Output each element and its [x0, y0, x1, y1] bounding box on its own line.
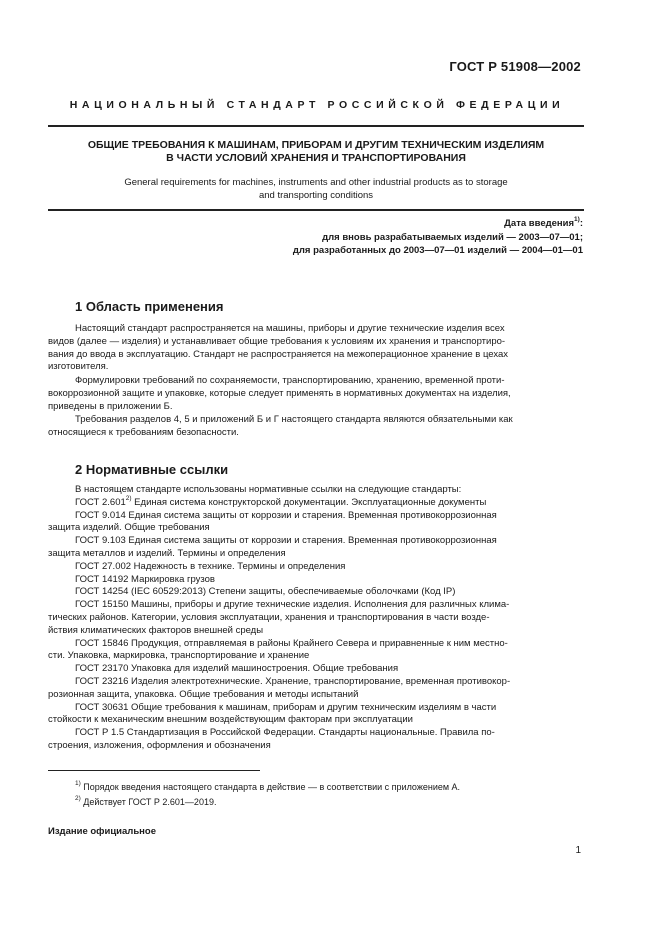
reference-item: ГОСТ 23216 Изделия электротехнические. Хранение, транспортирование, временная противокор-	[75, 675, 511, 687]
footnote-marker: 1)	[75, 780, 81, 787]
reference-item: ГОСТ 9.103 Единая система защиты от коррозии и старения. Временная противокоррозионная	[75, 535, 497, 547]
reference-item-cont: тических районов. Категории, условия эксплуатации, хранения и транспортирования в части возде-	[48, 611, 490, 623]
footnote-2	[75, 797, 216, 807]
footnote-marker: 2)	[75, 795, 81, 802]
intro-date-label	[293, 217, 583, 231]
reference-item-cont: розионная защита, упаковка. Общие требования и методы испытаний	[48, 688, 359, 700]
reference-item: ГОСТ 23170 Упаковка для изделий машиностроения. Общие требования	[75, 663, 399, 675]
reference-item: ГОСТ Р 1.5 Стандартизация в Российской Федерации. Стандарты национальные. Правила по-	[75, 727, 495, 739]
intro-date-footnote-ref: 1)	[574, 215, 580, 223]
text-line: вания до ввода в эксплуатацию. Стандарт не распространяется на межоперационное хранение в цехах	[48, 348, 509, 360]
introduction-dates	[293, 217, 583, 258]
reference-item-cont: строения, изложения, оформления и обозначения	[48, 739, 271, 751]
document-title-en	[48, 176, 584, 202]
reference-item: ГОСТ 15846 Продукция, отправляемая в районы Крайнего Севера и приравненные к ним местно-	[75, 637, 508, 649]
text-line: приведены в приложении Б.	[48, 400, 173, 412]
text-line: изготовителя.	[48, 361, 109, 373]
section-1-paragraph-2	[48, 375, 584, 413]
reference-item-cont: защита металлов и изделий. Термины и определения	[48, 547, 286, 559]
references-intro: В настоящем стандарте использованы нормативные ссылки на следующие стандарты:	[75, 484, 462, 495]
reference-item: ГОСТ 30631 Общие требования к машинам, приборам и другим техническим изделиям в части	[75, 701, 497, 713]
reference-title: Единая система конструкторской документации. Эксплуатационные документы	[131, 496, 487, 508]
section-1-heading: 1 Область применения	[75, 299, 224, 314]
page-number: 1	[575, 845, 581, 856]
reference-item-cont: сти. Упаковка, маркировка, транспортирование и хранение	[48, 650, 310, 662]
text-line: относящиеся к требованиям безопасности.	[48, 426, 239, 438]
section-2-heading: 2 Нормативные ссылки	[75, 462, 229, 477]
national-standard-title: НАЦИОНАЛЬНЫЙ СТАНДАРТ РОССИЙСКОЙ ФЕДЕРАЦИИ	[69, 99, 565, 111]
reference-item: ГОСТ 14254 (IEC 60529:2013) Степени защиты, обеспечиваемые оболочками (Код IP)	[75, 586, 456, 598]
footnote-divider	[48, 770, 260, 771]
divider-top	[48, 125, 584, 127]
reference-item-cont: защита изделий. Общие требования	[48, 522, 210, 534]
reference-item-cont: йствия климатических факторов внешней среды	[48, 624, 264, 636]
document-title-ru	[48, 139, 584, 165]
section-1-paragraph-1	[48, 323, 584, 374]
reference-item-cont: стойкости к механическим внешним воздействующим факторам при эксплуатации	[48, 714, 413, 726]
text-line: Требования разделов 4, 5 и приложений Б и Г настоящего стандарта являются обязательными как	[75, 414, 513, 425]
title-en-line-2: and transporting conditions	[258, 190, 374, 201]
footnote-text: Действует ГОСТ Р 2.601—2019.	[80, 797, 217, 807]
reference-item: ГОСТ 9.014 Единая система защиты от коррозии и старения. Временная противокоррозионная	[75, 509, 497, 521]
divider-bottom	[48, 209, 584, 211]
footnote-ref: 2)	[125, 494, 132, 502]
intro-date-text: Дата введения	[504, 218, 575, 229]
text-line: видов (далее — изделия) и устанавливает общие требования к условиям их хранения и транспортиро-	[48, 335, 506, 347]
footnote-1	[75, 782, 460, 792]
section-1-paragraph-3	[48, 414, 584, 440]
reference-item	[48, 494, 584, 510]
reference-item: ГОСТ 27.002 Надежность в технике. Термины и определения	[75, 560, 346, 572]
text-line: Формулировки требований по сохраняемости, транспортированию, хранению, временной проти-	[75, 375, 505, 386]
intro-date-colon: :	[579, 218, 583, 229]
section-2-references	[48, 484, 584, 753]
title-en-line-1: General requirements for machines, instruments and other industrial products as to storage	[124, 177, 508, 188]
reference-code: ГОСТ 2.601	[75, 496, 126, 508]
footnote-text: Порядок введения настоящего стандарта в действие — в соответствии с приложением А.	[80, 782, 461, 792]
standard-number: ГОСТ Р 51908—2002	[449, 59, 581, 74]
text-line: Настоящий стандарт распространяется на машины, приборы и другие технические изделия всех	[75, 323, 505, 334]
intro-date-old: для разработанных до 2003—07—01 изделий — 2004—01—01	[292, 245, 583, 256]
title-ru-line-1: ОБЩИЕ ТРЕБОВАНИЯ К МАШИНАМ, ПРИБОРАМ И ДРУГИМ ТЕХНИЧЕСКИМ ИЗДЕЛИЯМ	[87, 139, 545, 151]
intro-date-new: для вновь разрабатываемых изделий — 2003—07—01;	[322, 231, 583, 243]
text-line: вокоррозионной защите и упаковке, которые следует применять в нормативных документах на изделия,	[48, 387, 511, 399]
official-edition-label: Издание официальное	[48, 826, 156, 837]
title-ru-line-2: В ЧАСТИ УСЛОВИЙ ХРАНЕНИЯ И ТРАНСПОРТИРОВАНИЯ	[166, 152, 466, 164]
reference-item: ГОСТ 15150 Машины, приборы и другие технические изделия. Исполнения для различных клима-	[75, 599, 510, 611]
reference-item: ГОСТ 14192 Маркировка грузов	[75, 573, 215, 585]
